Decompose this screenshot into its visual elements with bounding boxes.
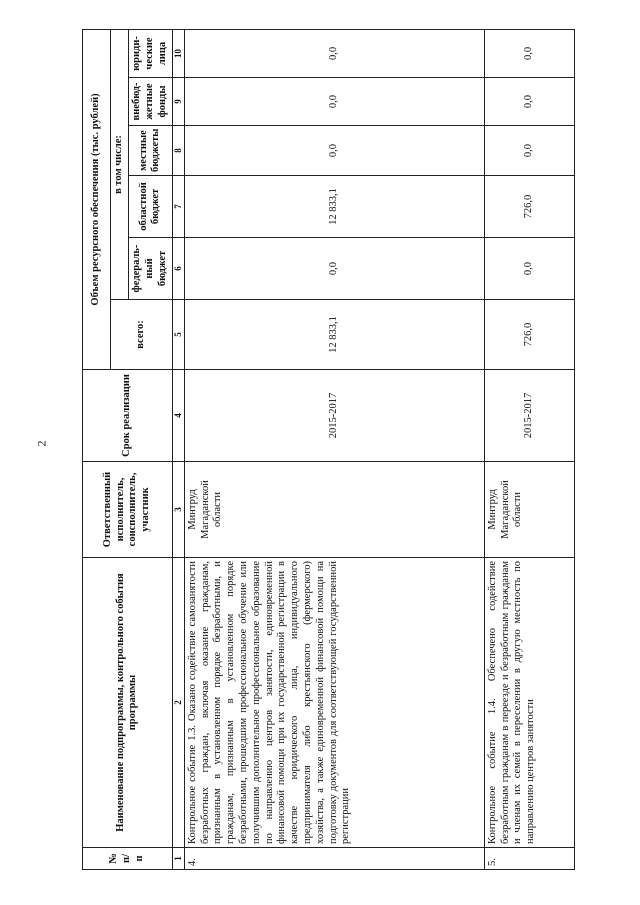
table-row	[184, 29, 484, 869]
col-number: 1	[172, 848, 184, 870]
col-number: 8	[172, 126, 184, 176]
row-period: 2015-2017	[184, 370, 484, 462]
table-row	[484, 29, 574, 869]
funding-table-container	[82, 30, 632, 870]
header-including: в том числе:	[111, 29, 129, 299]
col-number: 9	[172, 78, 184, 126]
page-number: 2	[34, 440, 49, 447]
col-number: 6	[172, 238, 184, 300]
col-number: 4	[172, 370, 184, 462]
col-number: 7	[172, 176, 184, 238]
col-number: 2	[172, 558, 184, 848]
row-offbudget: 0,0	[484, 78, 574, 126]
row-regional: 12 833,1	[184, 176, 484, 238]
row-executor: Минтруд Магаданской области	[184, 462, 484, 558]
column-number-row	[172, 29, 184, 869]
row-offbudget: 0,0	[184, 78, 484, 126]
header-local: местные бюджеты	[128, 126, 172, 176]
row-name: Контрольное событие 1.4. Обеспечено содействие безработным гражданам в переезде и безработным гражданам и членам их семей в переселении в другую местность по направлению центров занятости	[484, 558, 574, 848]
row-num: 4.	[184, 848, 484, 870]
row-legal: 0,0	[184, 29, 484, 77]
col-number: 3	[172, 462, 184, 558]
col-number: 10	[172, 29, 184, 77]
header-executor: Ответственный исполнитель, соисполнитель, участник	[83, 462, 173, 558]
header-period: Срок реализации	[83, 370, 173, 462]
header-legal: юриди-ческие лица	[128, 29, 172, 77]
row-federal: 0,0	[484, 238, 574, 300]
row-num: 5.	[484, 848, 574, 870]
row-executor: Минтруд Магаданской области	[484, 462, 574, 558]
row-total: 12 833,1	[184, 300, 484, 370]
col-number: 5	[172, 300, 184, 370]
row-total: 726,0	[484, 300, 574, 370]
row-regional: 726,0	[484, 176, 574, 238]
row-local: 0,0	[184, 126, 484, 176]
funding-table	[82, 29, 575, 870]
header-num: № п/п	[83, 848, 173, 870]
header-total: всего:	[111, 300, 173, 370]
row-name: Контрольное событие 1.3. Оказано содействие самозанятости безработных граждан, включая оказание гражданам, признанным в установленном порядке безработными, и гражданам, признанным в установленном порядке безработными, прошедшим профессиональное обучение или получившим дополнительное профессиональное образование по направлению центров занятости, единовременной финансовой помощи при их государственной регистрации в качестве юридического лица, индивидуального предпринимателя либо крестьянского (фермерского) хозяйства, а также единовременной финансовой помощи на подготовку документов для соответствующей государственной регистрации	[184, 558, 484, 848]
header-funding: Объем ресурсного обеспечения (тыс. рублей)	[83, 29, 111, 369]
header-offbudget: внебюд-жетные фонды	[128, 78, 172, 126]
header-regional: областной бюджет	[128, 176, 172, 238]
row-period: 2015-2017	[484, 370, 574, 462]
header-name: Наименование подпрограммы, контрольного события программы	[83, 558, 173, 848]
header-federal: федераль-ный бюджет	[128, 238, 172, 300]
row-legal: 0,0	[484, 29, 574, 77]
row-local: 0,0	[484, 126, 574, 176]
row-federal: 0,0	[184, 238, 484, 300]
